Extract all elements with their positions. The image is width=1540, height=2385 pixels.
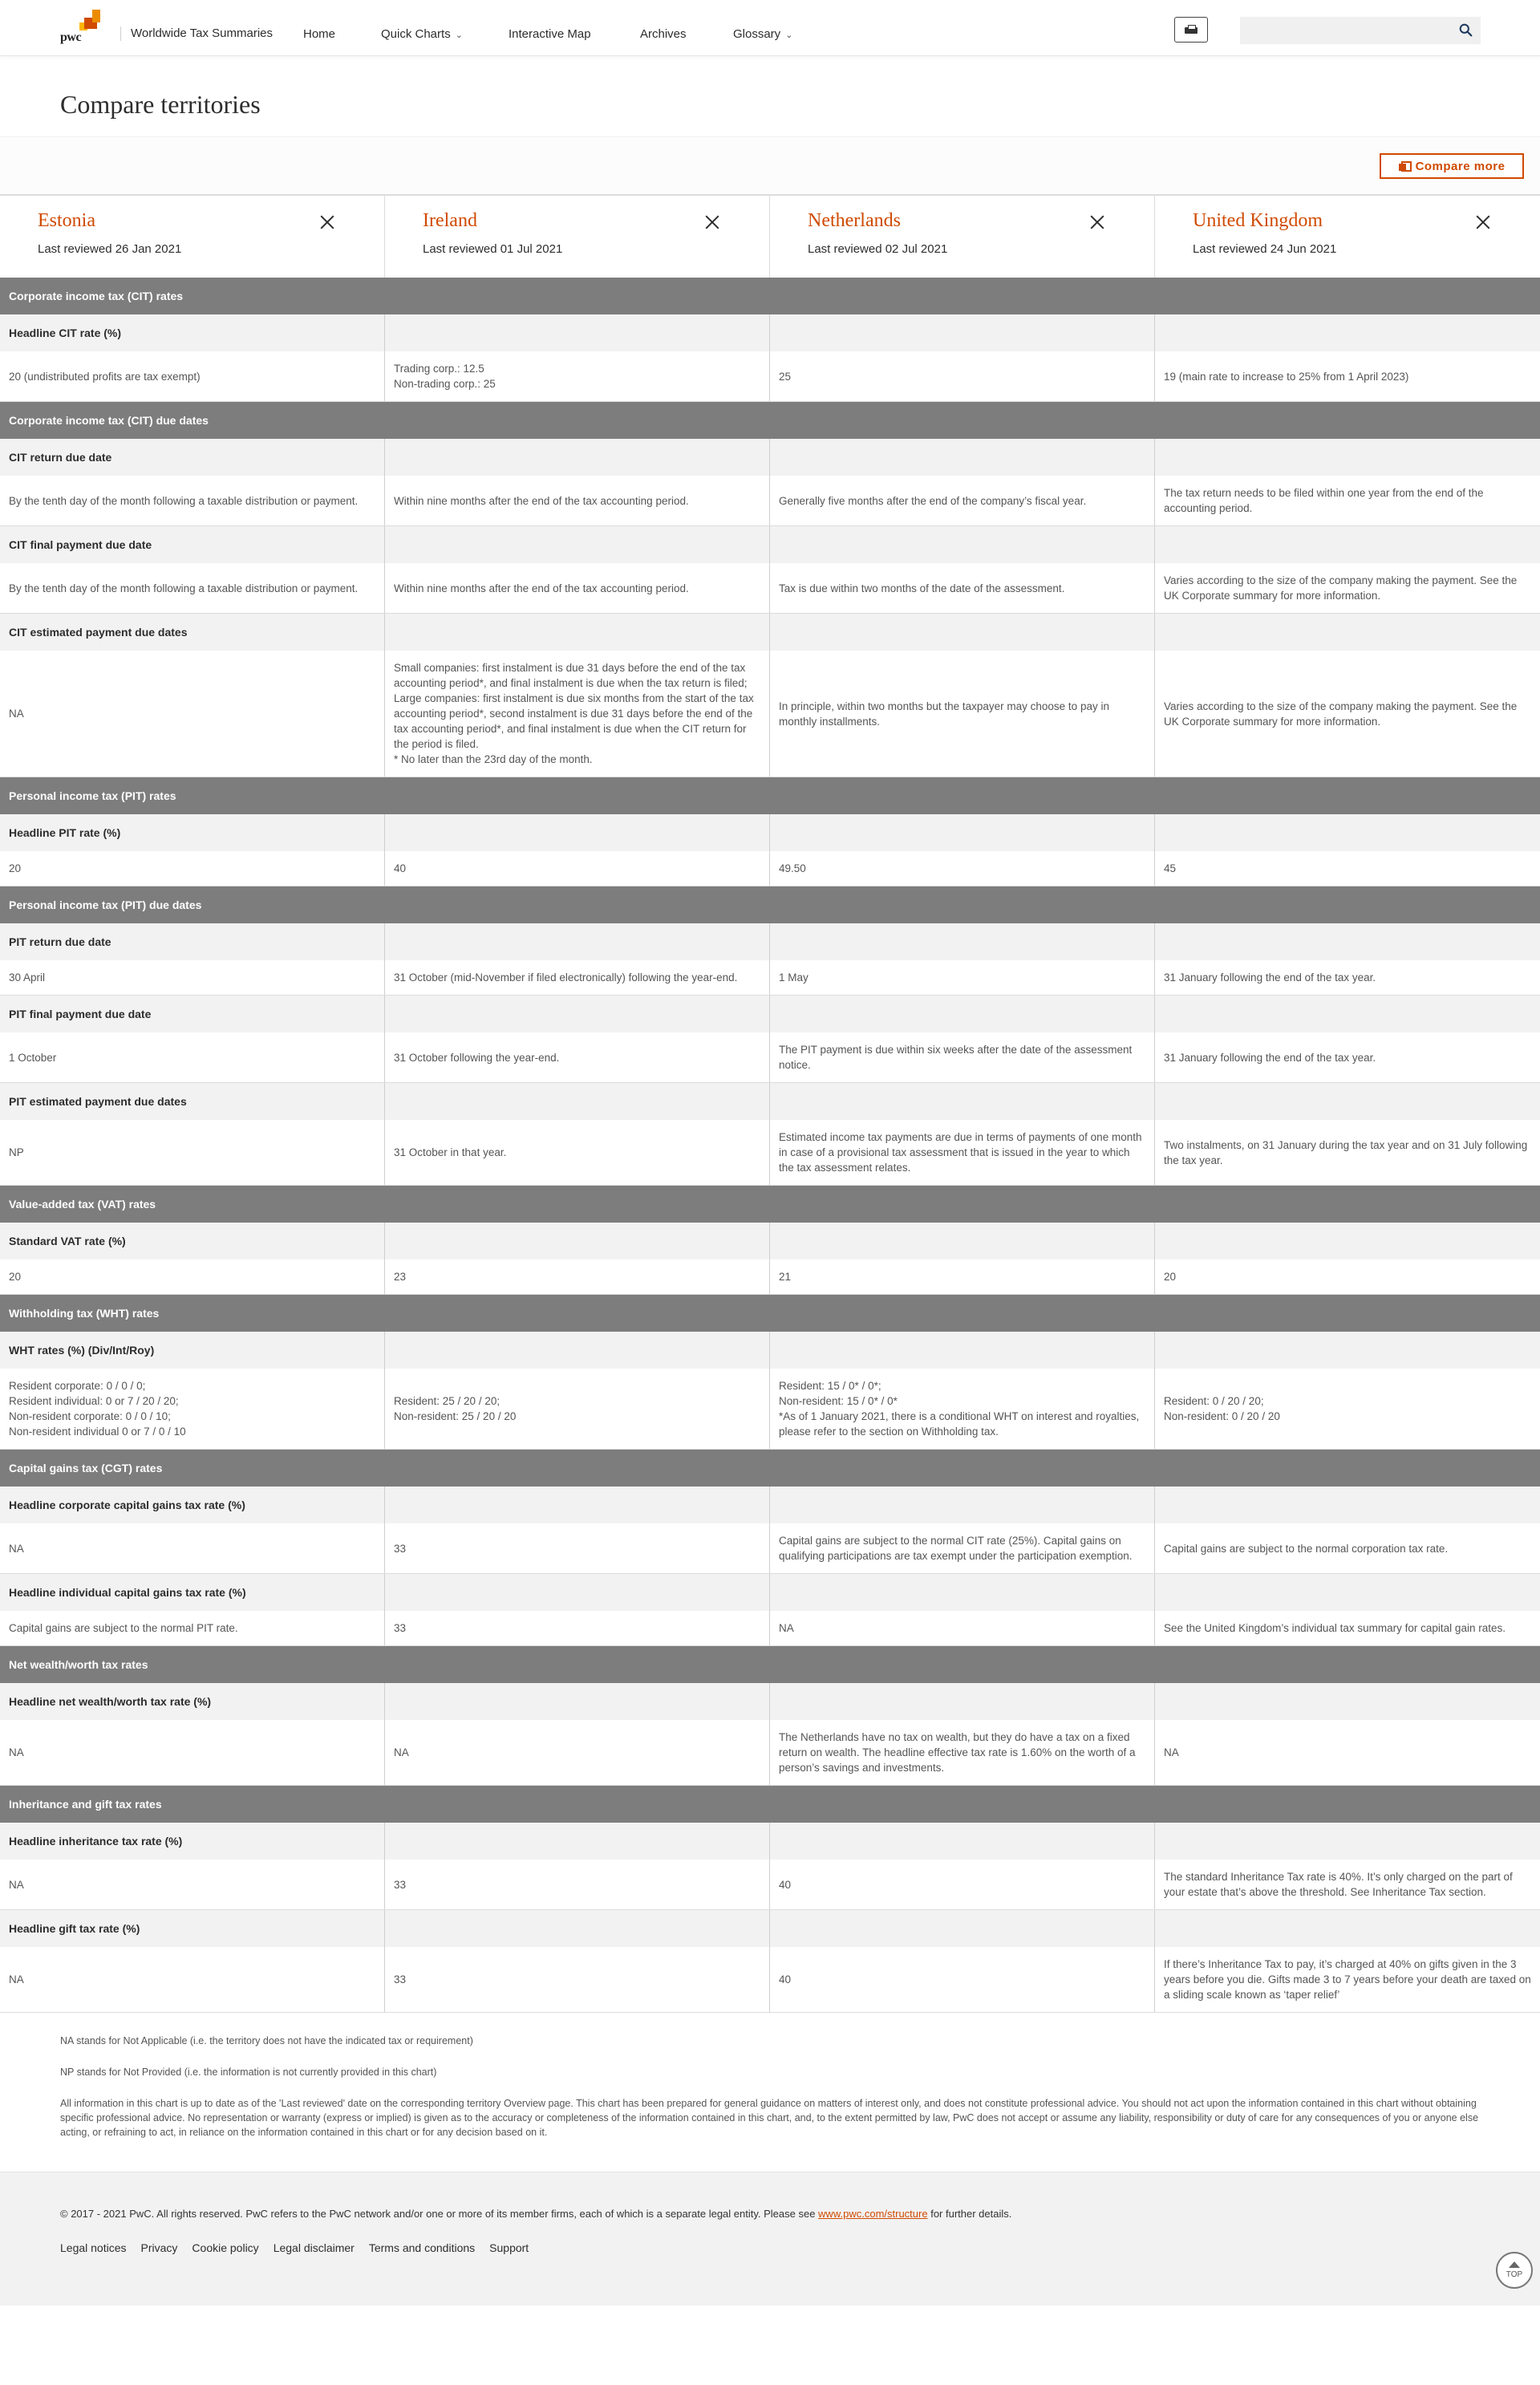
last-reviewed: Last reviewed 24 Jun 2021: [1193, 242, 1337, 256]
row-label-bar: [0, 526, 1540, 563]
value-cell: NA: [385, 1720, 770, 1785]
back-to-top-button[interactable]: [1496, 2252, 1533, 2289]
value-cell: NA: [0, 1523, 385, 1573]
row-label-spacer: [1155, 526, 1540, 563]
value-cell: 31 October following the year-end.: [385, 1032, 770, 1082]
value-cell: The Netherlands have no tax on wealth, but they do have a tax on a fixed return on wealth. The headline effective tax rate is 1.60% on the worth of a person’s savings and investments.: [770, 1720, 1155, 1785]
table-row: [0, 1369, 1540, 1450]
row-label-bar: [0, 439, 1540, 476]
row-label-spacer: [385, 614, 770, 651]
value-cell: NA: [0, 1947, 385, 2012]
nav-label: Interactive Map: [509, 27, 591, 41]
table-row: [0, 1032, 1540, 1083]
row-label-spacer: [385, 1083, 770, 1120]
nav-label: Archives: [640, 27, 687, 41]
value-cell: Varies according to the size of the company making the payment. See the UK Corporate summary for more information.: [1164, 700, 1518, 728]
value-cell: In principle, within two months but the taxpayer may choose to pay in monthly installments.: [770, 651, 1155, 777]
row-label: PIT estimated payment due dates: [0, 1083, 385, 1120]
row-label-spacer: [385, 1823, 770, 1860]
value-cell: 19 (main rate to increase to 25% from 1 April 2023): [1164, 370, 1409, 383]
close-icon[interactable]: [1474, 213, 1492, 231]
footer-link-legal-disclaimer[interactable]: Legal disclaimer: [273, 2241, 355, 2254]
value-cell: 40: [770, 1860, 1155, 1909]
last-reviewed: Last reviewed 26 Jan 2021: [38, 242, 182, 256]
row-label-bar: [0, 1487, 1540, 1523]
row-label: PIT return due date: [0, 923, 385, 960]
row-label: Headline corporate capital gains tax rate (%): [0, 1487, 385, 1523]
value-cell: Resident: 25 / 20 / 20; Non-resident: 25 / 20 / 20: [385, 1369, 770, 1449]
table-row: [0, 851, 1540, 886]
section-header: Capital gains tax (CGT) rates: [0, 1450, 1540, 1487]
row-label-spacer: [385, 1683, 770, 1720]
value-cell: 33: [385, 1611, 770, 1645]
row-label-spacer: [1155, 614, 1540, 651]
value-cell: Within nine months after the end of the tax accounting period.: [385, 563, 770, 613]
nav-quick-charts[interactable]: [381, 27, 463, 41]
row-label-spacer: [385, 996, 770, 1032]
row-label-spacer: [1155, 1910, 1540, 1947]
close-icon[interactable]: [318, 213, 336, 231]
nav-label: Glossary: [733, 27, 781, 41]
value-cell: Resident: 0 / 20 / 20; Non-resident: 0 / 20 / 20: [1164, 1395, 1280, 1422]
value-cell: NA: [0, 651, 385, 777]
row-label-spacer: [1155, 996, 1540, 1032]
value-cell: NA: [0, 1860, 385, 1909]
value-cell: 31 October in that year.: [385, 1120, 770, 1185]
chevron-down-icon: ⌄: [785, 30, 793, 40]
nav-home[interactable]: [303, 27, 335, 41]
value-cell: 1 October: [0, 1032, 385, 1082]
page-title: Compare territories: [60, 90, 261, 119]
value-cell: 31 January following the end of the tax year.: [1164, 971, 1376, 984]
nav-archives[interactable]: [640, 27, 687, 41]
value-cell: 45: [1164, 862, 1177, 874]
compare-more-button[interactable]: [1380, 153, 1524, 179]
np-note: NP stands for Not Provided (i.e. the information is not currently provided in this chart): [60, 2067, 437, 2078]
search-input[interactable]: [1240, 17, 1481, 44]
territory-card-ireland: [385, 196, 770, 278]
row-label-bar: [0, 314, 1540, 351]
value-cell: 40: [385, 851, 770, 886]
row-label-spacer: [770, 526, 1155, 563]
compare-toolbar: [0, 136, 1540, 194]
table-row: [0, 1720, 1540, 1786]
row-label-bar: [0, 1823, 1540, 1860]
value-cell: If there’s Inheritance Tax to pay, it’s charged at 40% on gifts given in the 3 years before you die. Gifts made 3 to 7 years before your death are taxed on a sliding scale known as ‘taper relief’: [1164, 1958, 1531, 2001]
chevron-down-icon: ⌄: [455, 30, 463, 40]
value-cell: 20: [0, 851, 385, 886]
row-label-spacer: [770, 1223, 1155, 1259]
copyright: [60, 2208, 1011, 2220]
row-label-spacer: [770, 1083, 1155, 1120]
section-header: Inheritance and gift tax rates: [0, 1786, 1540, 1823]
row-label-spacer: [1155, 814, 1540, 851]
row-label: Headline inheritance tax rate (%): [0, 1823, 385, 1860]
row-label: Headline gift tax rate (%): [0, 1910, 385, 1947]
row-label-spacer: [1155, 923, 1540, 960]
row-label: CIT estimated payment due dates: [0, 614, 385, 651]
territory-name[interactable]: Netherlands: [808, 210, 901, 231]
row-label: CIT return due date: [0, 439, 385, 476]
top-navigation: [0, 0, 1540, 56]
row-label-spacer: [385, 1574, 770, 1611]
value-cell: Capital gains are subject to the normal CIT rate (25%). Capital gains on qualifying participations are tax exempt under the participation exemption.: [770, 1523, 1155, 1573]
row-label: CIT final payment due date: [0, 526, 385, 563]
value-cell: Varies according to the size of the company making the payment. See the UK Corporate summary for more information.: [1164, 574, 1518, 602]
row-label-bar: [0, 1574, 1540, 1611]
row-label-bar: [0, 996, 1540, 1032]
page-title-area: [0, 56, 1540, 136]
row-label-spacer: [385, 314, 770, 351]
logo-text: pwc: [60, 30, 82, 44]
value-cell: 33: [385, 1523, 770, 1573]
row-label: Headline PIT rate (%): [0, 814, 385, 851]
disclaimer: All information in this chart is up to date as of the 'Last reviewed' date on the corresponding territory Overview page. This chart has been prepared for general guidance on matters of interest only, and does not constitute professional advice. You should not act upon the information contained in this chart without obtaining specific professional advice. No representation or warranty (express or implied) is given as to the accuracy or completeness of the information contained in this chart, and, to the extent permitted by law, PwC does not accept or assume any liability, responsibility or duty of care for any consequences of you or anyone else acting, or refraining to act, in reliance on the information contained in this chart or for any decision based on it.: [60, 2098, 1479, 2138]
row-label-bar: [0, 814, 1540, 851]
row-label-spacer: [1155, 1083, 1540, 1120]
logo-block: [92, 10, 100, 22]
value-cell: Estimated income tax payments are due in terms of payments of one month in case of a provisional tax assessment that is issued in the year to which the tax assessment relates.: [770, 1120, 1155, 1185]
row-label-bar: [0, 1083, 1540, 1120]
row-label-bar: [0, 1683, 1540, 1720]
row-label-spacer: [1155, 1683, 1540, 1720]
row-label-spacer: [770, 439, 1155, 476]
comparison-table: [0, 278, 1540, 2013]
copyright-text: © 2017 - 2021 PwC. All rights reserved. PwC refers to the PwC network and/or one or more of its member firms, each of which is a separate legal entity. Please see: [60, 2208, 819, 2220]
footer-link-cookie-policy[interactable]: Cookie policy: [192, 2241, 259, 2254]
territory-name[interactable]: United Kingdom: [1193, 210, 1323, 231]
row-label-spacer: [770, 1574, 1155, 1611]
territory-name[interactable]: Estonia: [38, 210, 95, 231]
footer-link-terms[interactable]: Terms and conditions: [368, 2241, 476, 2254]
structure-link[interactable]: www.pwc.com/structure: [818, 2208, 928, 2220]
row-label-bar: [0, 1910, 1540, 1947]
territory-card-netherlands: [770, 196, 1155, 278]
row-label: Standard VAT rate (%): [0, 1223, 385, 1259]
value-cell: NA: [1164, 1746, 1179, 1758]
value-cell: 33: [385, 1860, 770, 1909]
row-label-bar: [0, 614, 1540, 651]
last-reviewed: Last reviewed 02 Jul 2021: [808, 242, 948, 256]
row-label-spacer: [385, 1332, 770, 1369]
na-note: NA stands for Not Applicable (i.e. the territory does not have the indicated tax or requirement): [60, 2035, 473, 2046]
value-cell: NP: [0, 1120, 385, 1185]
value-cell: 20: [1164, 1271, 1177, 1283]
row-label-spacer: [1155, 1223, 1540, 1259]
value-cell: 31 October (mid-November if filed electronically) following the year-end.: [385, 960, 770, 995]
table-row: [0, 1860, 1540, 1910]
last-reviewed: Last reviewed 01 Jul 2021: [423, 242, 563, 256]
search-icon[interactable]: [1459, 23, 1473, 37]
row-label-spacer: [385, 1223, 770, 1259]
footer-link-support[interactable]: Support: [489, 2241, 529, 2254]
top-label: TOP: [1506, 2270, 1523, 2279]
value-cell: Resident: 15 / 0* / 0*; Non-resident: 15 / 0* / 0* *As of 1 January 2021, there is a conditional WHT on interest and royalties, please refer to the section on Withholding tax.: [770, 1369, 1155, 1449]
value-cell: The tax return needs to be filed within one year from the end of the accounting period.: [1164, 487, 1484, 514]
nav-label: Quick Charts: [381, 27, 451, 41]
territory-cards: [0, 194, 1540, 278]
value-cell: 33: [385, 1947, 770, 2012]
close-icon[interactable]: [703, 213, 721, 231]
row-label-spacer: [770, 1823, 1155, 1860]
value-cell: Generally five months after the end of the company’s fiscal year.: [770, 476, 1155, 525]
footer: [0, 2172, 1540, 2306]
value-cell: Trading corp.: 12.5 Non-trading corp.: 25: [385, 351, 770, 401]
value-cell: NA: [0, 1720, 385, 1785]
value-cell: 31 January following the end of the tax year.: [1164, 1051, 1376, 1064]
value-cell: Tax is due within two months of the date of the assessment.: [770, 563, 1155, 613]
value-cell: NA: [770, 1611, 1155, 1645]
section-header: Corporate income tax (CIT) due dates: [0, 402, 1540, 439]
row-label-bar: [0, 1223, 1540, 1259]
chart-notes: [0, 2013, 1540, 2172]
row-label-spacer: [770, 1487, 1155, 1523]
footer-link-privacy[interactable]: Privacy: [140, 2241, 178, 2254]
row-label-spacer: [770, 814, 1155, 851]
table-row: [0, 651, 1540, 777]
row-label: PIT final payment due date: [0, 996, 385, 1032]
site-title[interactable]: Worldwide Tax Summaries: [120, 26, 273, 41]
section-header: Withholding tax (WHT) rates: [0, 1295, 1540, 1332]
row-label-bar: [0, 1332, 1540, 1369]
value-cell: By the tenth day of the month following a taxable distribution or payment.: [0, 476, 385, 525]
nav-interactive-map[interactable]: [509, 27, 591, 41]
value-cell: 1 May: [770, 960, 1155, 995]
pwc-logo[interactable]: [60, 10, 108, 42]
printer-icon: [1185, 25, 1198, 34]
row-label: Headline individual capital gains tax rate (%): [0, 1574, 385, 1611]
section-header: Net wealth/worth tax rates: [0, 1646, 1540, 1683]
value-cell: By the tenth day of the month following a taxable distribution or payment.: [0, 563, 385, 613]
value-cell: The standard Inheritance Tax rate is 40%. It’s only charged on the part of your estate that’s above the threshold. See Inheritance Tax section.: [1164, 1871, 1513, 1898]
table-row: [0, 960, 1540, 996]
row-label-spacer: [770, 614, 1155, 651]
value-cell: Capital gains are subject to the normal corporation tax rate.: [1164, 1542, 1449, 1555]
value-cell: Resident corporate: 0 / 0 / 0; Resident individual: 0 or 7 / 20 / 20; Non-resident corporate: 0 / 0 / 10; Non-resident individual 0 or 7 / 0 / 10: [0, 1369, 385, 1449]
row-label-spacer: [1155, 314, 1540, 351]
table-row: [0, 1523, 1540, 1574]
nav-glossary[interactable]: [733, 27, 792, 41]
row-label-spacer: [770, 314, 1155, 351]
copyright-suffix: for further details.: [927, 2208, 1012, 2220]
section-header: Personal income tax (PIT) rates: [0, 777, 1540, 814]
section-header: Value-added tax (VAT) rates: [0, 1186, 1540, 1223]
row-label-spacer: [770, 1910, 1155, 1947]
table-row: [0, 563, 1540, 614]
territory-name[interactable]: Ireland: [423, 210, 477, 231]
section-header: Personal income tax (PIT) due dates: [0, 886, 1540, 923]
value-cell: 23: [385, 1259, 770, 1294]
value-cell: Within nine months after the end of the tax accounting period.: [385, 476, 770, 525]
compare-more-label: Compare more: [1415, 159, 1506, 173]
row-label: Headline net wealth/worth tax rate (%): [0, 1683, 385, 1720]
row-label-spacer: [1155, 1332, 1540, 1369]
table-row: [0, 476, 1540, 526]
value-cell: 21: [770, 1259, 1155, 1294]
value-cell: Two instalments, on 31 January during the tax year and on 31 July following the tax year.: [1164, 1138, 1528, 1166]
value-cell: See the United Kingdom’s individual tax summary for capital gain rates.: [1164, 1622, 1506, 1634]
row-label: Headline CIT rate (%): [0, 314, 385, 351]
row-label-spacer: [385, 923, 770, 960]
row-label-bar: [0, 923, 1540, 960]
value-cell: Small companies: first instalment is due 31 days before the end of the tax accounting period*, and final instalment is due when the tax return is filed; Large companies: first instalment is due six months from the start of the tax accounting period*, second instalment is due 31 days before the end of the tax accounting period*, and final instalment is due when the CIT return for the period is filed. * No later than the 23rd day of the month.: [385, 651, 770, 777]
value-cell: 20: [0, 1259, 385, 1294]
table-row: [0, 351, 1540, 402]
footer-links: [60, 2241, 543, 2254]
row-label-spacer: [770, 996, 1155, 1032]
row-label-spacer: [1155, 439, 1540, 476]
row-label-spacer: [385, 814, 770, 851]
row-label-spacer: [385, 526, 770, 563]
copy-icon: [1399, 161, 1409, 172]
territory-card-estonia: [0, 196, 385, 278]
value-cell: 25: [770, 351, 1155, 401]
row-label-spacer: [385, 439, 770, 476]
territory-card-united-kingdom: [1155, 196, 1540, 278]
row-label-spacer: [1155, 1487, 1540, 1523]
value-cell: 30 April: [0, 960, 385, 995]
table-row: [0, 1259, 1540, 1295]
row-label-spacer: [385, 1910, 770, 1947]
nav-label: Home: [303, 27, 336, 41]
value-cell: Capital gains are subject to the normal PIT rate.: [0, 1611, 385, 1645]
row-label: WHT rates (%) (Div/Int/Roy): [0, 1332, 385, 1369]
table-row: [0, 1120, 1540, 1186]
table-row: [0, 1947, 1540, 2013]
row-label-spacer: [770, 1683, 1155, 1720]
row-label-spacer: [1155, 1823, 1540, 1860]
value-cell: 20 (undistributed profits are tax exempt): [0, 351, 385, 401]
value-cell: The PIT payment is due within six weeks after the date of the assessment notice.: [770, 1032, 1155, 1082]
close-icon[interactable]: [1088, 213, 1106, 231]
footer-link-legal-notices[interactable]: Legal notices: [60, 2241, 127, 2254]
value-cell: 40: [770, 1947, 1155, 2012]
print-button[interactable]: [1174, 17, 1208, 43]
row-label-spacer: [385, 1487, 770, 1523]
section-header: Corporate income tax (CIT) rates: [0, 278, 1540, 314]
arrow-up-icon: [1509, 2261, 1520, 2268]
value-cell: 49.50: [770, 851, 1155, 886]
table-row: [0, 1611, 1540, 1646]
row-label-spacer: [1155, 1574, 1540, 1611]
row-label-spacer: [770, 1332, 1155, 1369]
row-label-spacer: [770, 923, 1155, 960]
